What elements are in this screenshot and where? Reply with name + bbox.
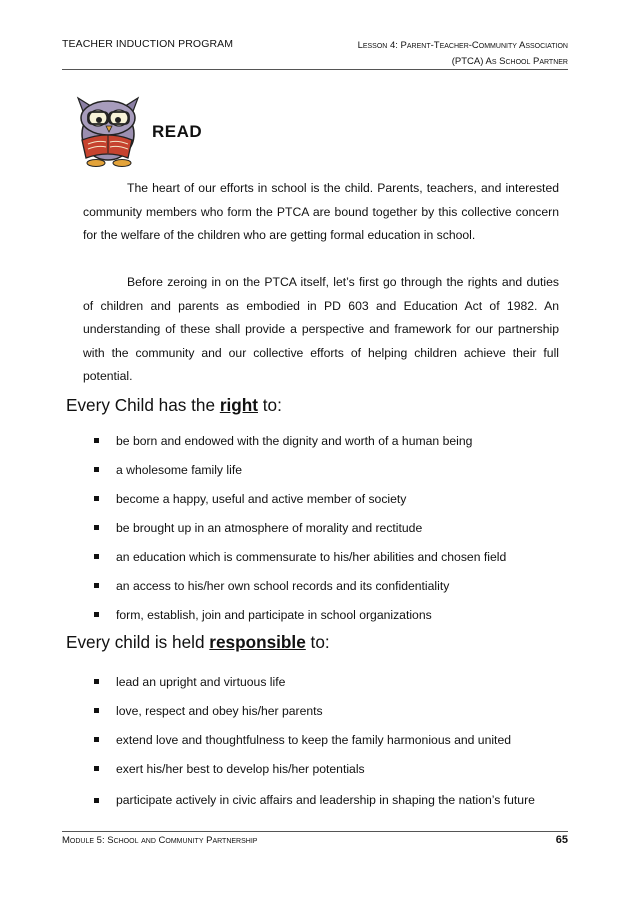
list-item-text: participate actively in civic affairs and leadership in shaping the nation’s future <box>116 793 535 807</box>
list-item <box>92 702 562 731</box>
reading-owl-icon <box>66 88 154 168</box>
responsibilities-heading-keyword: responsible <box>209 632 306 652</box>
square-bullet-icon <box>94 583 99 588</box>
rights-heading <box>66 395 282 416</box>
responsibilities-list <box>92 673 562 813</box>
list-item <box>92 490 562 519</box>
list-item-text: a wholesome family life <box>116 463 242 477</box>
square-bullet-icon <box>94 612 99 617</box>
header-lesson-line1: Lesson 4: Parent-Teacher-Community Association <box>357 40 568 51</box>
responsibilities-heading-pre: Every child is held <box>66 632 210 652</box>
responsibilities-heading <box>66 632 330 653</box>
list-item <box>92 577 562 606</box>
list-item <box>92 432 562 461</box>
list-item-text: an access to his/her own school records and its confidentiality <box>116 579 450 593</box>
list-item-text: become a happy, useful and active member of society <box>116 492 407 506</box>
square-bullet-icon <box>94 525 99 530</box>
list-item <box>92 731 562 760</box>
list-item-text: love, respect and obey his/her parents <box>116 704 323 718</box>
list-item <box>92 673 562 702</box>
square-bullet-icon <box>94 467 99 472</box>
rights-heading-pre: Every Child has the <box>66 395 220 415</box>
square-bullet-icon <box>94 798 99 803</box>
read-title: READ <box>152 122 203 141</box>
footer-divider <box>62 831 568 832</box>
list-item-text: be brought up in an atmosphere of morality and rectitude <box>116 521 423 535</box>
list-item-text: form, establish, join and participate in school organizations <box>116 608 432 622</box>
list-item <box>92 760 562 789</box>
rights-heading-post: to: <box>258 395 282 415</box>
footer-module-title: Module 5: School and Community Partnership <box>62 835 258 846</box>
paragraph-rights-duties: Before zeroing in on the PTCA itself, let’s first go through the rights and duties of children and parents as embodied in PD 603 and Education Act of 1982. An understanding of these shall provide a perspective and framework for our partnership with the community and our collective efforts of helping children achieve their full potential. <box>83 275 559 383</box>
header-lesson-line2: (PTCA) As School Partner <box>451 56 568 67</box>
responsibilities-heading-post: to: <box>305 632 330 652</box>
square-bullet-icon <box>94 554 99 559</box>
list-item-text: extend love and thoughtfulness to keep the family harmonious and united <box>116 733 512 747</box>
list-item-text: an education which is commensurate to his/her abilities and chosen field <box>116 550 507 564</box>
square-bullet-icon <box>94 679 99 684</box>
paragraph-intro: The heart of our efforts in school is the child. Parents, teachers, and interested community members who form the PTCA are bound together by this collective concern for the welfare of the children who are getting formal education in school. <box>83 181 559 242</box>
rights-list <box>92 432 562 635</box>
list-item-text: be born and endowed with the dignity and worth of a human being <box>116 434 473 448</box>
square-bullet-icon <box>94 766 99 771</box>
header-divider <box>62 69 568 70</box>
header-program-title: TEACHER INDUCTION PROGRAM <box>62 38 234 50</box>
rights-heading-keyword: right <box>219 395 258 415</box>
list-item-text: lead an upright and virtuous life <box>116 675 286 689</box>
list-item <box>92 789 562 813</box>
list-item-text: exert his/her best to develop his/her potentials <box>116 762 365 776</box>
square-bullet-icon <box>94 708 99 713</box>
list-item <box>92 461 562 490</box>
square-bullet-icon <box>94 438 99 443</box>
list-item <box>92 519 562 548</box>
page-number: 65 <box>555 834 568 846</box>
header-lesson-title <box>358 38 568 70</box>
list-item <box>92 606 562 635</box>
list-item <box>92 548 562 577</box>
square-bullet-icon <box>94 496 99 501</box>
square-bullet-icon <box>94 737 99 742</box>
